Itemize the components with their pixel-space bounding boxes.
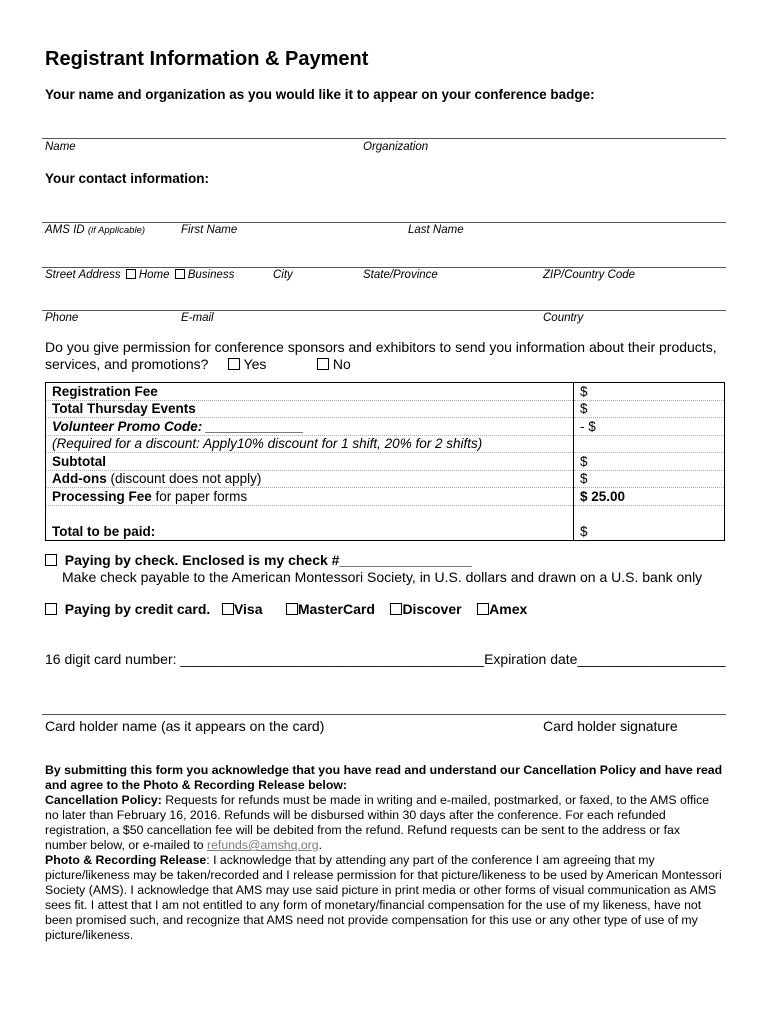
fee-row-thursday [46,400,725,418]
name-label: Name [45,141,76,153]
permission-question: Do you give permission for conference sponsors and exhibitors to send you information about their products, services, and promotions? Yes No [45,339,717,372]
home-checkbox[interactable] [126,269,136,279]
addons-amount[interactable]: $ [574,470,725,488]
cancellation-policy: Cancellation Policy: Requests for refunds must be made in writing and e-mailed, postmarked, or faxed, to the AMS office no later than February 16, 2016. Refunds will be disbursed within 30 days after the conference. For each refunded registration, a $50 cancellation fee will be debited from the refund. Refund requests can be sent to the address or fax number below, or e-mailed to refunds@amshq.org. [45,793,710,852]
city-label: City [273,269,293,281]
legal-text [45,763,725,943]
fee-row-promo [46,418,725,436]
subtotal-amount[interactable]: $ [574,453,725,471]
mastercard-checkbox[interactable] [286,603,298,615]
last-name-label: Last Name [408,224,464,236]
fee-row-promo-note [46,435,725,453]
contact-line-1[interactable] [42,222,726,223]
state-label: State/Province [363,269,438,281]
total-amount[interactable]: $ [574,505,725,540]
thursday-events-label: Total Thursday Events [46,400,574,418]
refunds-email-link[interactable]: refunds@amshq.org [207,838,319,852]
fee-row-addons [46,470,725,488]
ams-id-label: AMS ID (if Applicable) [45,224,146,236]
promo-note: (Required for a discount: Apply10% discount for 1 shift, 20% for 2 shifts) [46,435,574,453]
fee-row-registration [46,383,725,401]
legal-intro: By submitting this form you acknowledge that you have read and understand our Cancellation Policy and have read and agree to the Photo & Recording Release below: [45,763,723,792]
photo-release: Photo & Recording Release: I acknowledge that by attending any part of the conference I am agreeing that my picture/likeness may be taken/recorded and I release permission for that picture/likeness to be used by American Montessori Society (AMS). I acknowledge that AMS may use said picture in print media or other forms of visual communication as AMS sees fit. I attest that I am not entitled to any form of monetary/financial compensation for the use of my likeness, have not been promised such, and recognize that AMS need not provide compensation for this use or any other type of use of my picture/likeness. [45,853,722,942]
registration-fee-amount[interactable]: $ [574,383,725,401]
street-address-label: Street Address Home Business [45,269,235,281]
total-label: Total to be paid: [52,523,156,539]
check-checkbox[interactable] [45,554,57,566]
card-holder-name-label: Card holder name (as it appears on the card) [45,718,325,734]
fee-row-total [46,505,725,540]
promo-note-amount-cell [574,435,725,453]
processing-fee-label: Processing Fee for paper forms [46,488,574,506]
business-checkbox[interactable] [175,269,185,279]
page-title: Registrant Information & Payment [45,48,369,70]
card-number-field[interactable]: 16 digit card number: _______________________________________Expiration date___________________ [45,651,726,667]
processing-fee-amount: $ 25.00 [574,488,725,506]
ams-id-note: (if Applicable) [87,225,146,236]
contact-heading: Your contact information: [45,171,209,186]
fee-row-subtotal [46,453,725,471]
fee-row-processing [46,488,725,506]
amex-checkbox[interactable] [477,603,489,615]
email-label: E-mail [181,312,214,324]
check-note: Make check payable to the American Montessori Society, in U.S. dollars and drawn on a U.S. bank only [62,569,703,585]
yes-label: Yes [243,356,267,372]
zip-label: ZIP/Country Code [543,269,636,281]
organization-label: Organization [363,141,429,153]
card-holder-line[interactable] [42,714,726,715]
contact-line-2[interactable] [42,267,726,268]
visa-checkbox[interactable] [222,603,234,615]
yes-checkbox[interactable] [228,358,240,370]
phone-label: Phone [45,312,79,324]
subtotal-label: Subtotal [46,453,574,471]
no-checkbox[interactable] [317,358,329,370]
fee-table [45,382,725,541]
thursday-events-amount[interactable]: $ [574,400,725,418]
first-name-label: First Name [181,224,238,236]
check-option[interactable]: Paying by check. Enclosed is my check #_________________ [45,552,472,568]
registration-fee-label: Registration Fee [46,383,574,401]
no-label: No [332,356,351,372]
promo-code-label[interactable]: Volunteer Promo Code: _____________ [46,418,574,436]
badge-input-line[interactable] [42,138,726,139]
contact-line-3[interactable] [42,310,726,311]
card-holder-signature-label: Card holder signature [543,718,678,734]
country-label: Country [543,312,584,324]
addons-label: Add-ons (discount does not apply) [46,470,574,488]
badge-prompt: Your name and organization as you would like it to appear on your conference badge: [45,87,595,102]
credit-checkbox[interactable] [45,603,57,615]
promo-code-amount[interactable]: - $ [574,418,725,436]
discover-checkbox[interactable] [390,603,402,615]
credit-option[interactable]: Paying by credit card. Visa MasterCard Discover Amex [45,601,527,617]
